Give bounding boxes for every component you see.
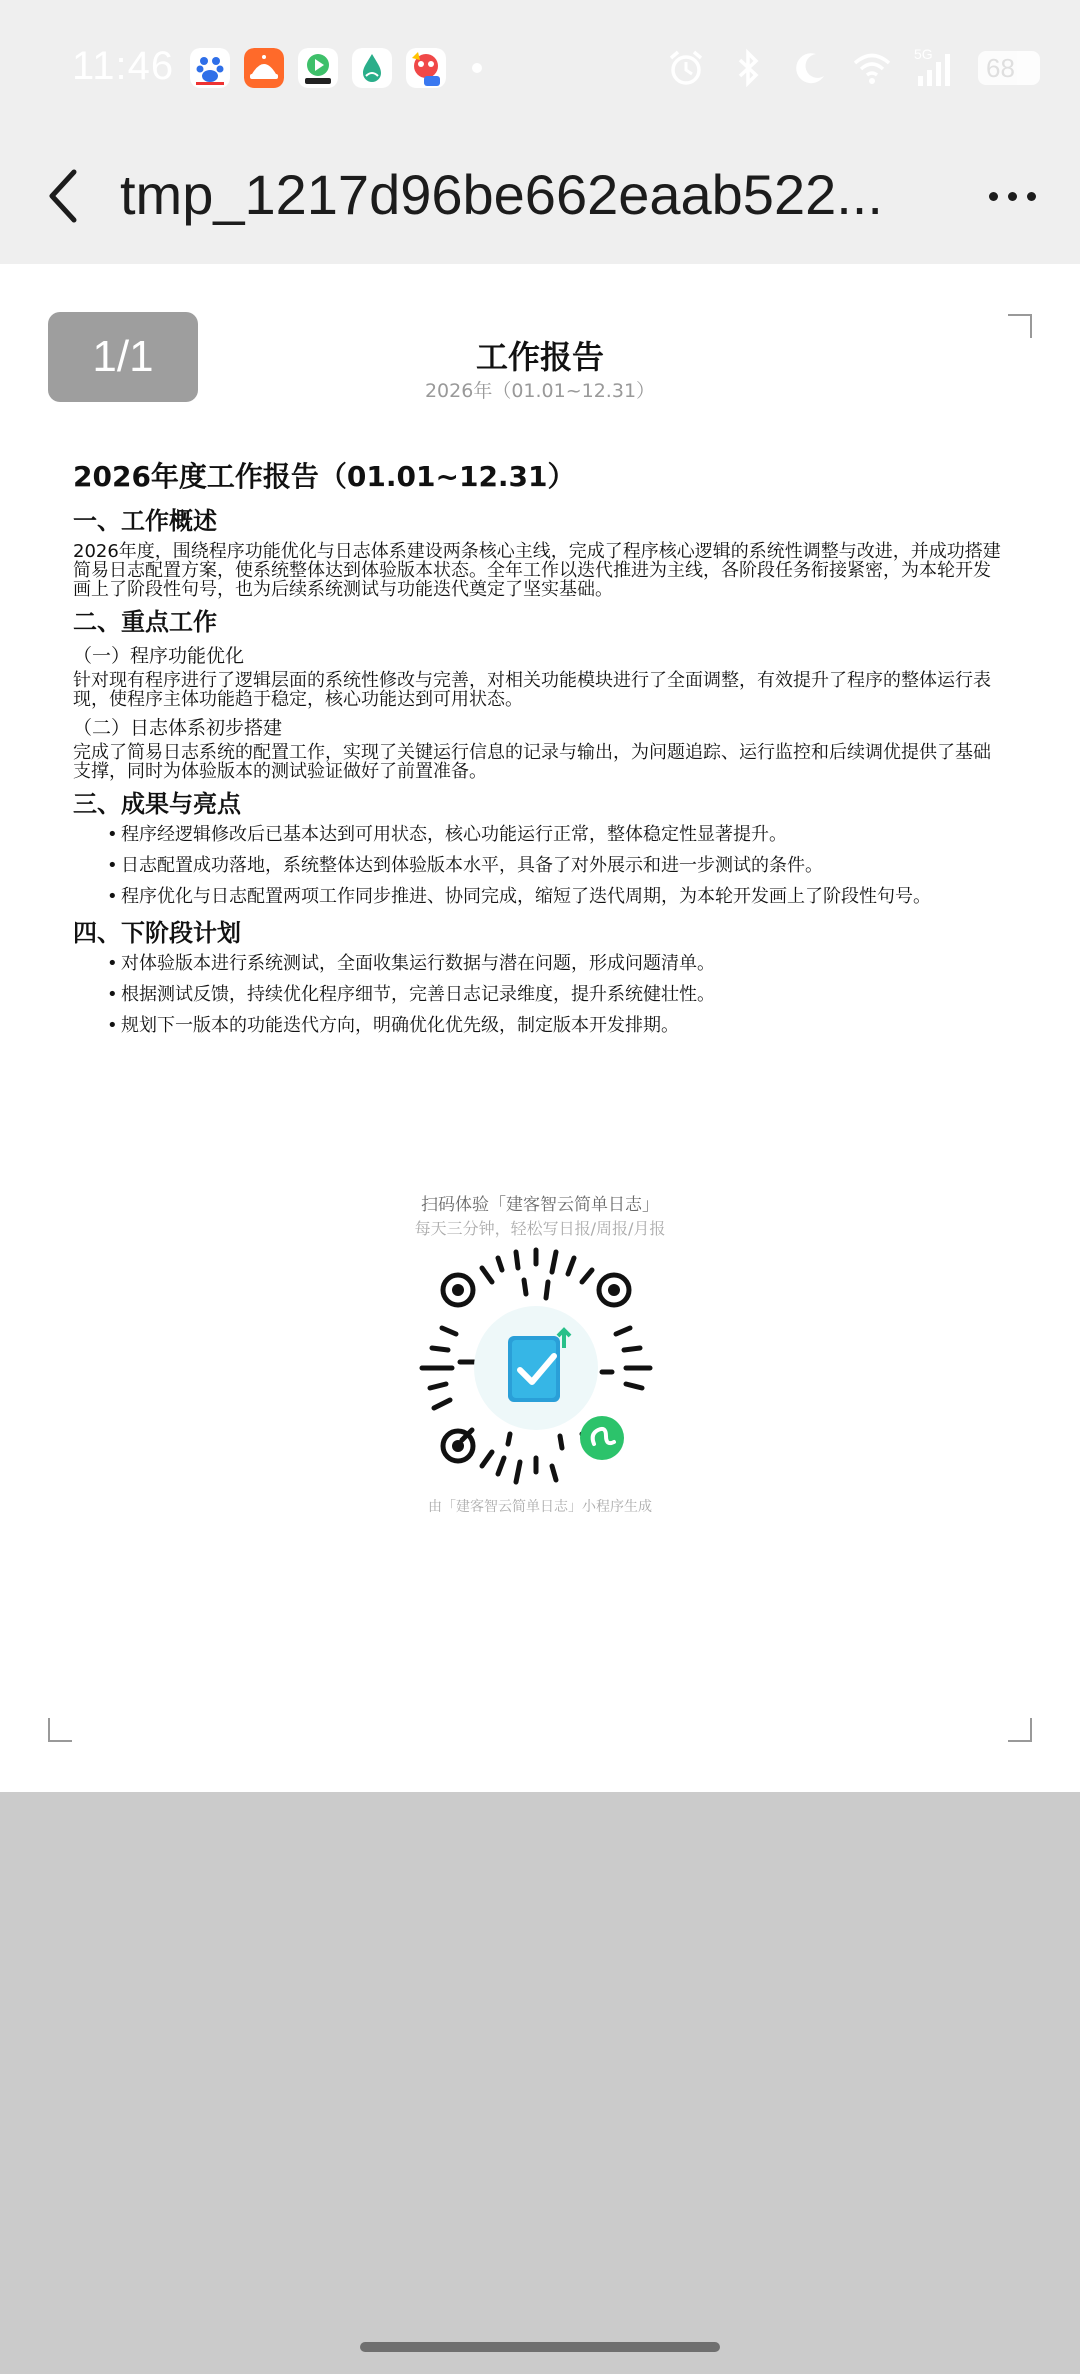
signal-icon (914, 48, 956, 88)
qr-footer-note: 由「建客智云简单日志」小程序生成 (428, 1499, 652, 1515)
gesture-nav-bar[interactable] (360, 2342, 720, 2352)
network-type: 5G (914, 46, 933, 62)
section-heading: 一、工作概述 (73, 507, 217, 535)
more-dot-icon (989, 192, 998, 201)
battery-indicator (978, 51, 1040, 85)
list-item: • 规划下一版本的功能迭代方向，明确优化优先级，制定版本开发排期。 (107, 1016, 1003, 1035)
video-app-icon (298, 48, 338, 88)
back-button[interactable] (28, 160, 100, 232)
subsection-heading: （一）程序功能优化 (73, 645, 245, 667)
more-options-button[interactable] (972, 164, 1052, 228)
status-bar (0, 0, 1080, 140)
baidu-app-icon (190, 48, 230, 88)
status-time: 11:46 (72, 44, 175, 88)
file-title: tmp_1217d96be662eaab522... (120, 163, 883, 226)
app-header (0, 140, 1080, 264)
system-indicators (666, 48, 1040, 88)
subsection-heading: （二）日志体系初步搭建 (73, 717, 283, 739)
list-item: • 程序优化与日志配置两项工作同步推进、协同完成，缩短了迭代周期，为本轮开发画上了阶段性句号。 (107, 887, 1003, 906)
section-paragraph: 2026年度，围绕程序功能优化与日志体系建设两条核心主线，完成了程序核心逻辑的系统性调整与改进，并成功搭建简易日志配置方案，使系统整体达到体验版本状态。全年工作以迭代推进为主线，各阶段任务衔接紧密，为本轮开发画上了阶段性句号，也为后续系统测试与功能迭代奠定了坚实基础。 (73, 541, 1001, 600)
bluetooth-icon (728, 48, 768, 88)
food-app-icon (244, 48, 284, 88)
more-dot-icon (1027, 192, 1036, 201)
moon-icon (790, 48, 830, 88)
plan-list (107, 954, 1003, 1035)
more-dot-icon (1008, 192, 1017, 201)
section-heading: 三、成果与亮点 (73, 790, 241, 818)
list-item: • 日志配置成功落地，系统整体达到体验版本水平，具备了对外展示和进一步测试的条件。 (107, 856, 1003, 875)
qr-subcaption: 每天三分钟，轻松写日报/周报/月报 (414, 1219, 666, 1238)
page-indicator: 1/1 (48, 312, 198, 402)
section-heading: 二、重点工作 (73, 608, 217, 636)
more-notifications-dot (472, 63, 482, 73)
game-app-icon (406, 48, 446, 88)
drop-app-icon (352, 48, 392, 88)
chevron-left-icon (44, 166, 84, 226)
list-item: • 对体验版本进行系统测试，全面收集运行数据与潜在问题，形成问题清单。 (107, 954, 1003, 973)
mini-program-code (412, 1244, 660, 1492)
document-date-range: 2026年（01.01~12.31） (424, 380, 656, 402)
signal-indicator (914, 48, 956, 88)
crop-mark-bottom-right (1008, 1718, 1032, 1742)
notification-app-icons (190, 48, 482, 88)
list-item: • 程序经逻辑修改后已基本达到可用状态，核心功能运行正常，整体稳定性显著提升。 (107, 825, 1003, 844)
qr-caption: 扫码体验「建客智云简单日志」 (421, 1195, 659, 1215)
section-heading: 四、下阶段计划 (73, 919, 241, 947)
document-body (73, 460, 1003, 1047)
alarm-icon (666, 48, 706, 88)
achievements-list (107, 825, 1003, 906)
document-title: 工作报告 (475, 338, 604, 376)
wifi-icon (852, 48, 892, 88)
crop-mark-bottom-left (48, 1718, 72, 1742)
document-page[interactable] (0, 264, 1080, 1792)
battery-level: 68 (986, 53, 1015, 83)
list-item: • 根据测试反馈，持续优化程序细节，完善日志记录维度，提升系统健壮性。 (107, 985, 1003, 1004)
section-paragraph: 完成了简易日志系统的配置工作，实现了关键运行信息的记录与输出，为问题追踪、运行监控和后续调优提供了基础支撑，同时为体验版本的测试验证做好了前置准备。 (73, 742, 991, 782)
section-paragraph: 针对现有程序进行了逻辑层面的系统性修改与完善，对相关功能模块进行了全面调整，有效提升了程序的整体运行表现，使程序主体功能趋于稳定，核心功能达到可用状态。 (73, 670, 991, 710)
report-heading: 2026年度工作报告（01.01~12.31） (73, 460, 576, 493)
